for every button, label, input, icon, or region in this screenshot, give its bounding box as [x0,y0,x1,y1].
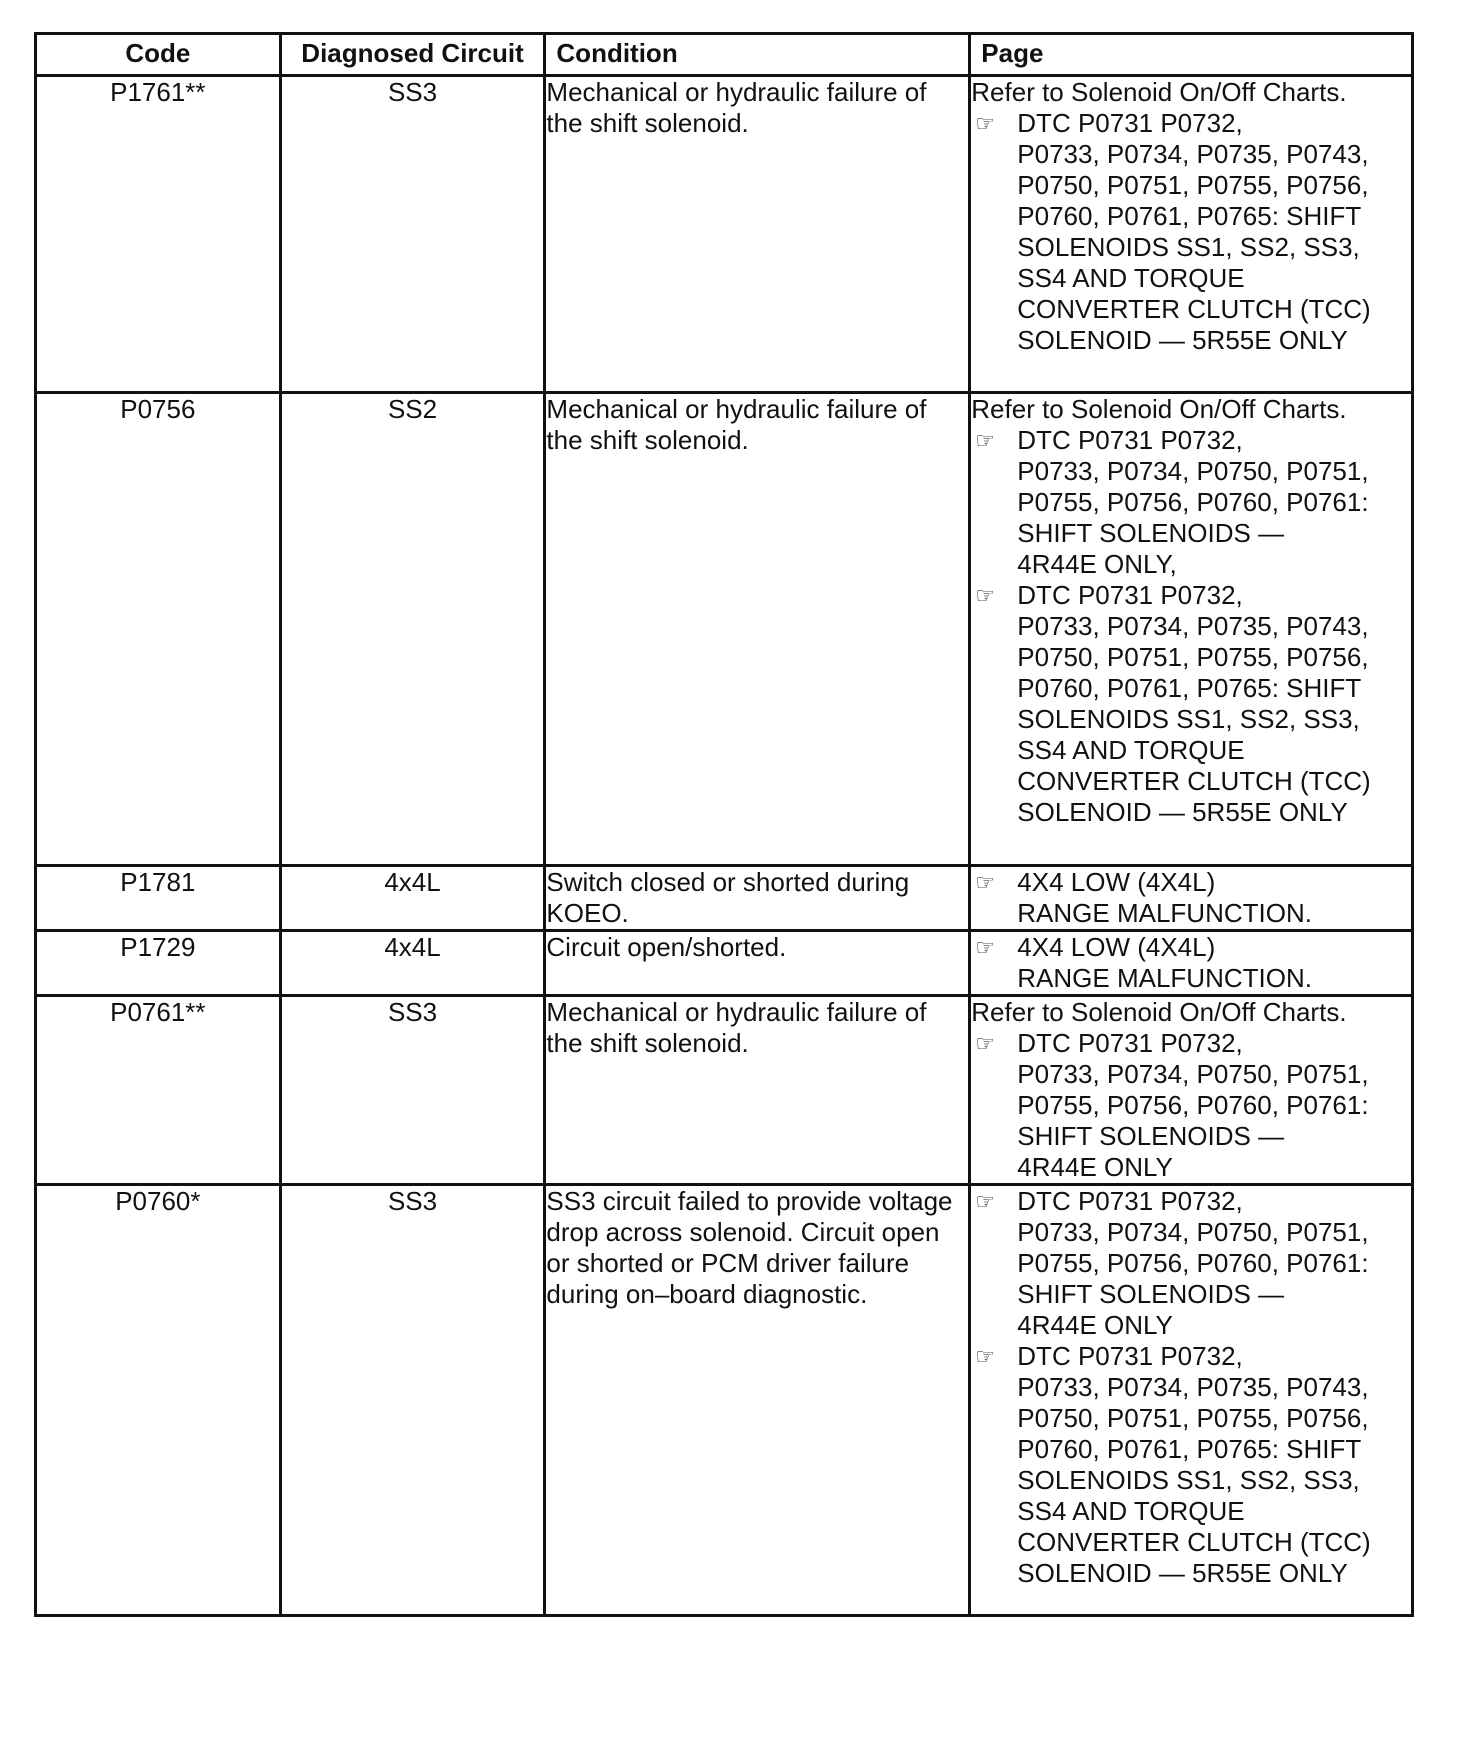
circuit-cell: SS3 [280,76,545,393]
condition-cell: Mechanical or hydraulic failure of the shift solenoid. [545,996,970,1185]
pointing-hand-icon: ☞ [975,870,996,895]
reference-link[interactable] [971,1341,1411,1589]
code-cell: P0756 [36,393,281,866]
pointing-hand-icon: ☞ [975,428,996,453]
table-row [36,1185,1413,1616]
pointing-hand-icon: ☞ [975,111,996,136]
code-cell: P1729 [36,931,281,996]
page-cell [970,931,1413,996]
circuit-cell: SS2 [280,393,545,866]
reference-link[interactable] [971,425,1411,580]
reference-text: DTC P0731 P0732, P0733, P0734, P0735, P0743, P0750, P0751, P0755, P0756, P0760, P0761, P0765: SHIFT SOLENOIDS SS1, SS2, SS3, SS4 AND TORQUE CONVERTER CLUTCH (TCC) SOLENOID — 5R55E ONLY [1017,1341,1371,1588]
pointing-hand-icon: ☞ [975,935,996,960]
reference-link[interactable] [971,580,1411,828]
circuit-cell: SS3 [280,1185,545,1616]
condition-cell: Mechanical or hydraulic failure of the shift solenoid. [545,393,970,866]
reference-link[interactable] [971,108,1411,356]
code-cell: P0760* [36,1185,281,1616]
page-intro: Refer to Solenoid On/Off Charts. [971,394,1347,424]
pointing-hand-icon: ☞ [975,1031,996,1056]
table-row [36,931,1413,996]
reference-link[interactable] [971,932,1411,994]
code-cell: P1761** [36,76,281,393]
reference-text: DTC P0731 P0732, P0733, P0734, P0735, P0743, P0750, P0751, P0755, P0756, P0760, P0761, P0765: SHIFT SOLENOIDS SS1, SS2, SS3, SS4 AND TORQUE CONVERTER CLUTCH (TCC) SOLENOID — 5R55E ONLY [1017,108,1371,355]
table-row [36,393,1413,866]
table-header-row [36,34,1413,76]
table-row [36,866,1413,931]
reference-text: DTC P0731 P0732, P0733, P0734, P0735, P0743, P0750, P0751, P0755, P0756, P0760, P0761, P0765: SHIFT SOLENOIDS SS1, SS2, SS3, SS4 AND TORQUE CONVERTER CLUTCH (TCC) SOLENOID — 5R55E ONLY [1017,580,1371,827]
reference-link[interactable] [971,1028,1411,1183]
circuit-cell: 4x4L [280,931,545,996]
page-intro: Refer to Solenoid On/Off Charts. [971,997,1347,1027]
condition-cell: SS3 circuit failed to provide voltage drop across solenoid. Circuit open or shorted or PCM driver failure during on–board diagnostic. [545,1185,970,1616]
header-page: Page [970,34,1413,76]
reference-text: 4X4 LOW (4X4L) RANGE MALFUNCTION. [1017,932,1312,993]
header-diagnosed-circuit: Diagnosed Circuit [280,34,545,76]
reference-text: DTC P0731 P0732, P0733, P0734, P0750, P0751, P0755, P0756, P0760, P0761: SHIFT SOLENOIDS — 4R44E ONLY [1017,1186,1369,1340]
page-cell [970,76,1413,393]
header-condition: Condition [545,34,970,76]
page-cell [970,393,1413,866]
page-cell [970,1185,1413,1616]
code-cell: P1781 [36,866,281,931]
page-cell [970,866,1413,931]
reference-text: DTC P0731 P0732, P0733, P0734, P0750, P0751, P0755, P0756, P0760, P0761: SHIFT SOLENOIDS — 4R44E ONLY, [1017,425,1369,579]
page-intro: Refer to Solenoid On/Off Charts. [971,77,1347,107]
condition-cell: Switch closed or shorted during KOEO. [545,866,970,931]
pointing-hand-icon: ☞ [975,583,996,608]
condition-cell: Circuit open/shorted. [545,931,970,996]
reference-link[interactable] [971,1186,1411,1341]
pointing-hand-icon: ☞ [975,1189,996,1214]
condition-cell: Mechanical or hydraulic failure of the shift solenoid. [545,76,970,393]
reference-text: 4X4 LOW (4X4L) RANGE MALFUNCTION. [1017,867,1312,928]
code-cell: P0761** [36,996,281,1185]
page-cell [970,996,1413,1185]
reference-text: DTC P0731 P0732, P0733, P0734, P0750, P0751, P0755, P0756, P0760, P0761: SHIFT SOLENOIDS — 4R44E ONLY [1017,1028,1369,1182]
dtc-table [34,32,1414,1617]
pointing-hand-icon: ☞ [975,1344,996,1369]
header-code: Code [36,34,281,76]
circuit-cell: SS3 [280,996,545,1185]
table-row [36,996,1413,1185]
table-row [36,76,1413,393]
reference-link[interactable] [971,867,1411,929]
circuit-cell: 4x4L [280,866,545,931]
